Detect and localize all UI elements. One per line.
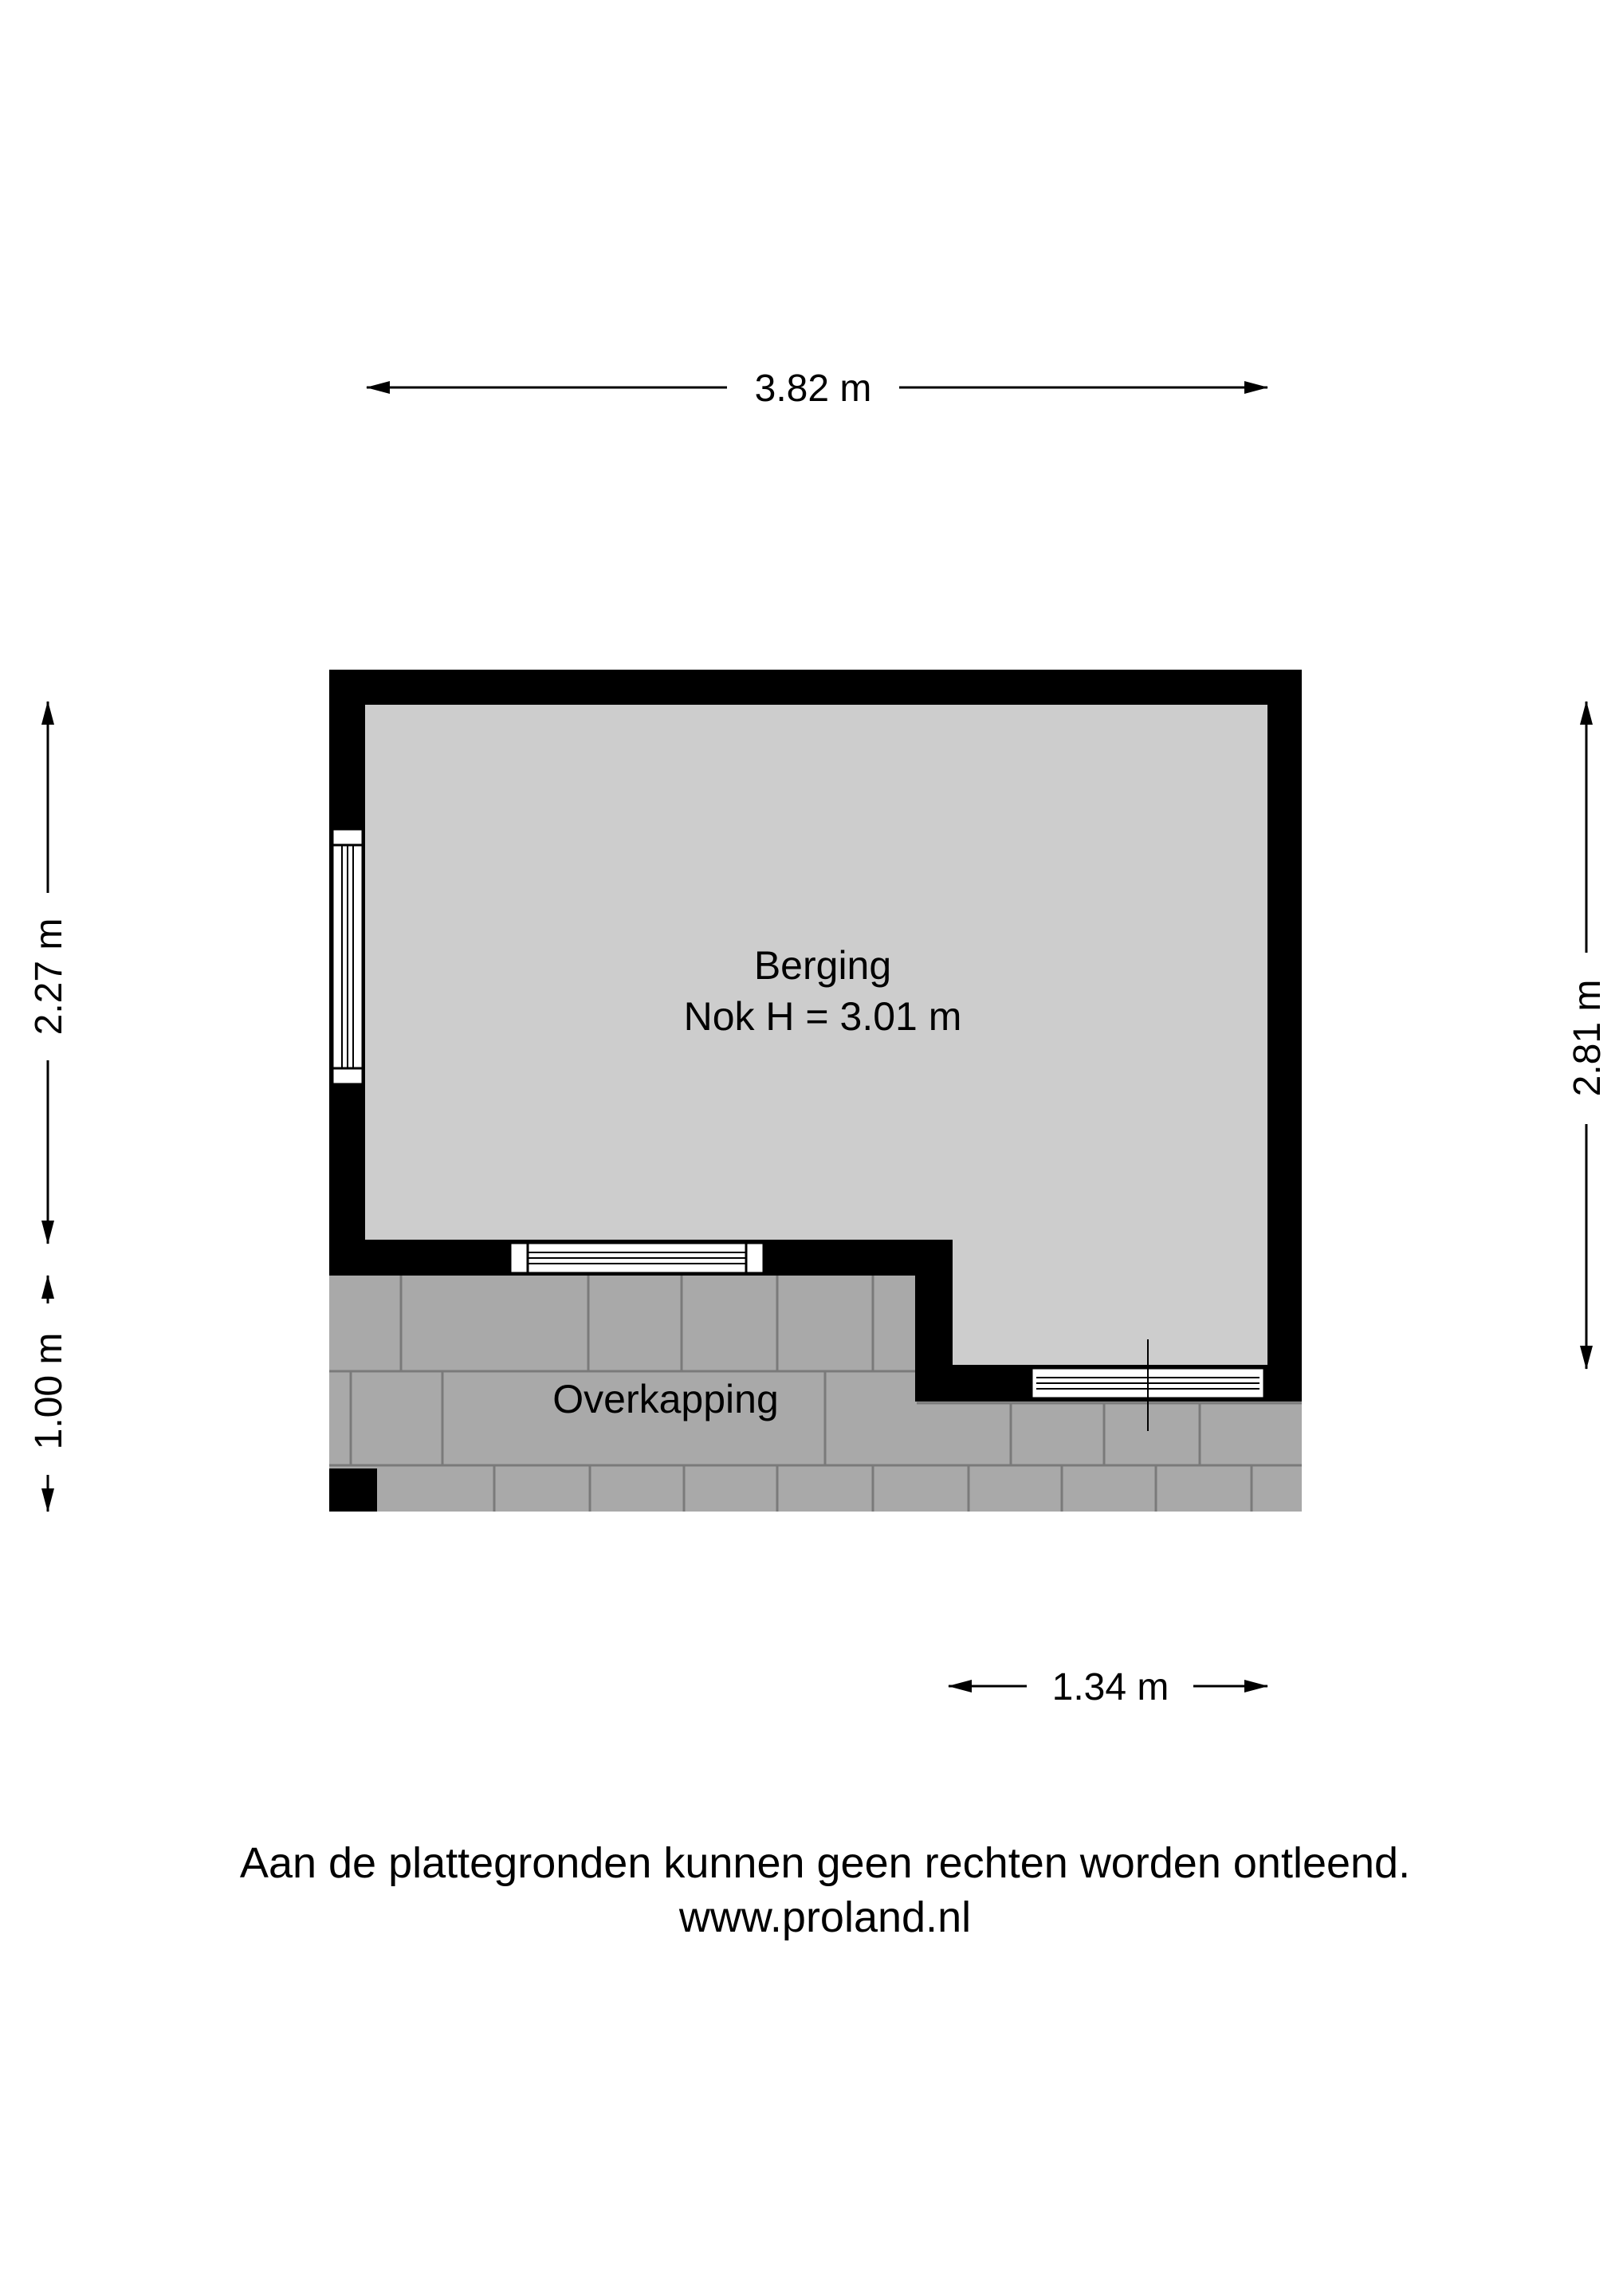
- dimension-right-height: [1566, 702, 1609, 1369]
- dimension-top-width: [367, 368, 1267, 410]
- disclaimer-text: Aan de plattegronden kunnen geen rechten worden ontleend.: [239, 1839, 1411, 1887]
- bottom-width-label: 1.34 m: [1051, 1666, 1169, 1708]
- right-height-label: 2.81 m: [1566, 979, 1609, 1097]
- dimension-left-upper: [28, 702, 70, 1244]
- berging-ridge-height: Nok H = 3.01 m: [683, 994, 962, 1039]
- window-left: [332, 829, 363, 1084]
- left-upper-height-label: 2.27 m: [28, 918, 70, 1036]
- window-bottom-left: [510, 1243, 764, 1273]
- website-text: www.proland.nl: [678, 1893, 972, 1941]
- top-width-label: 3.82 m: [754, 368, 872, 410]
- corner-post: [329, 1468, 377, 1512]
- berging-label: Berging: [753, 943, 892, 988]
- overkapping-label: Overkapping: [552, 1377, 779, 1421]
- dimension-left-lower: [28, 1276, 70, 1512]
- dimension-bottom-width: [949, 1666, 1267, 1708]
- left-lower-height-label: 1.00 m: [28, 1332, 70, 1450]
